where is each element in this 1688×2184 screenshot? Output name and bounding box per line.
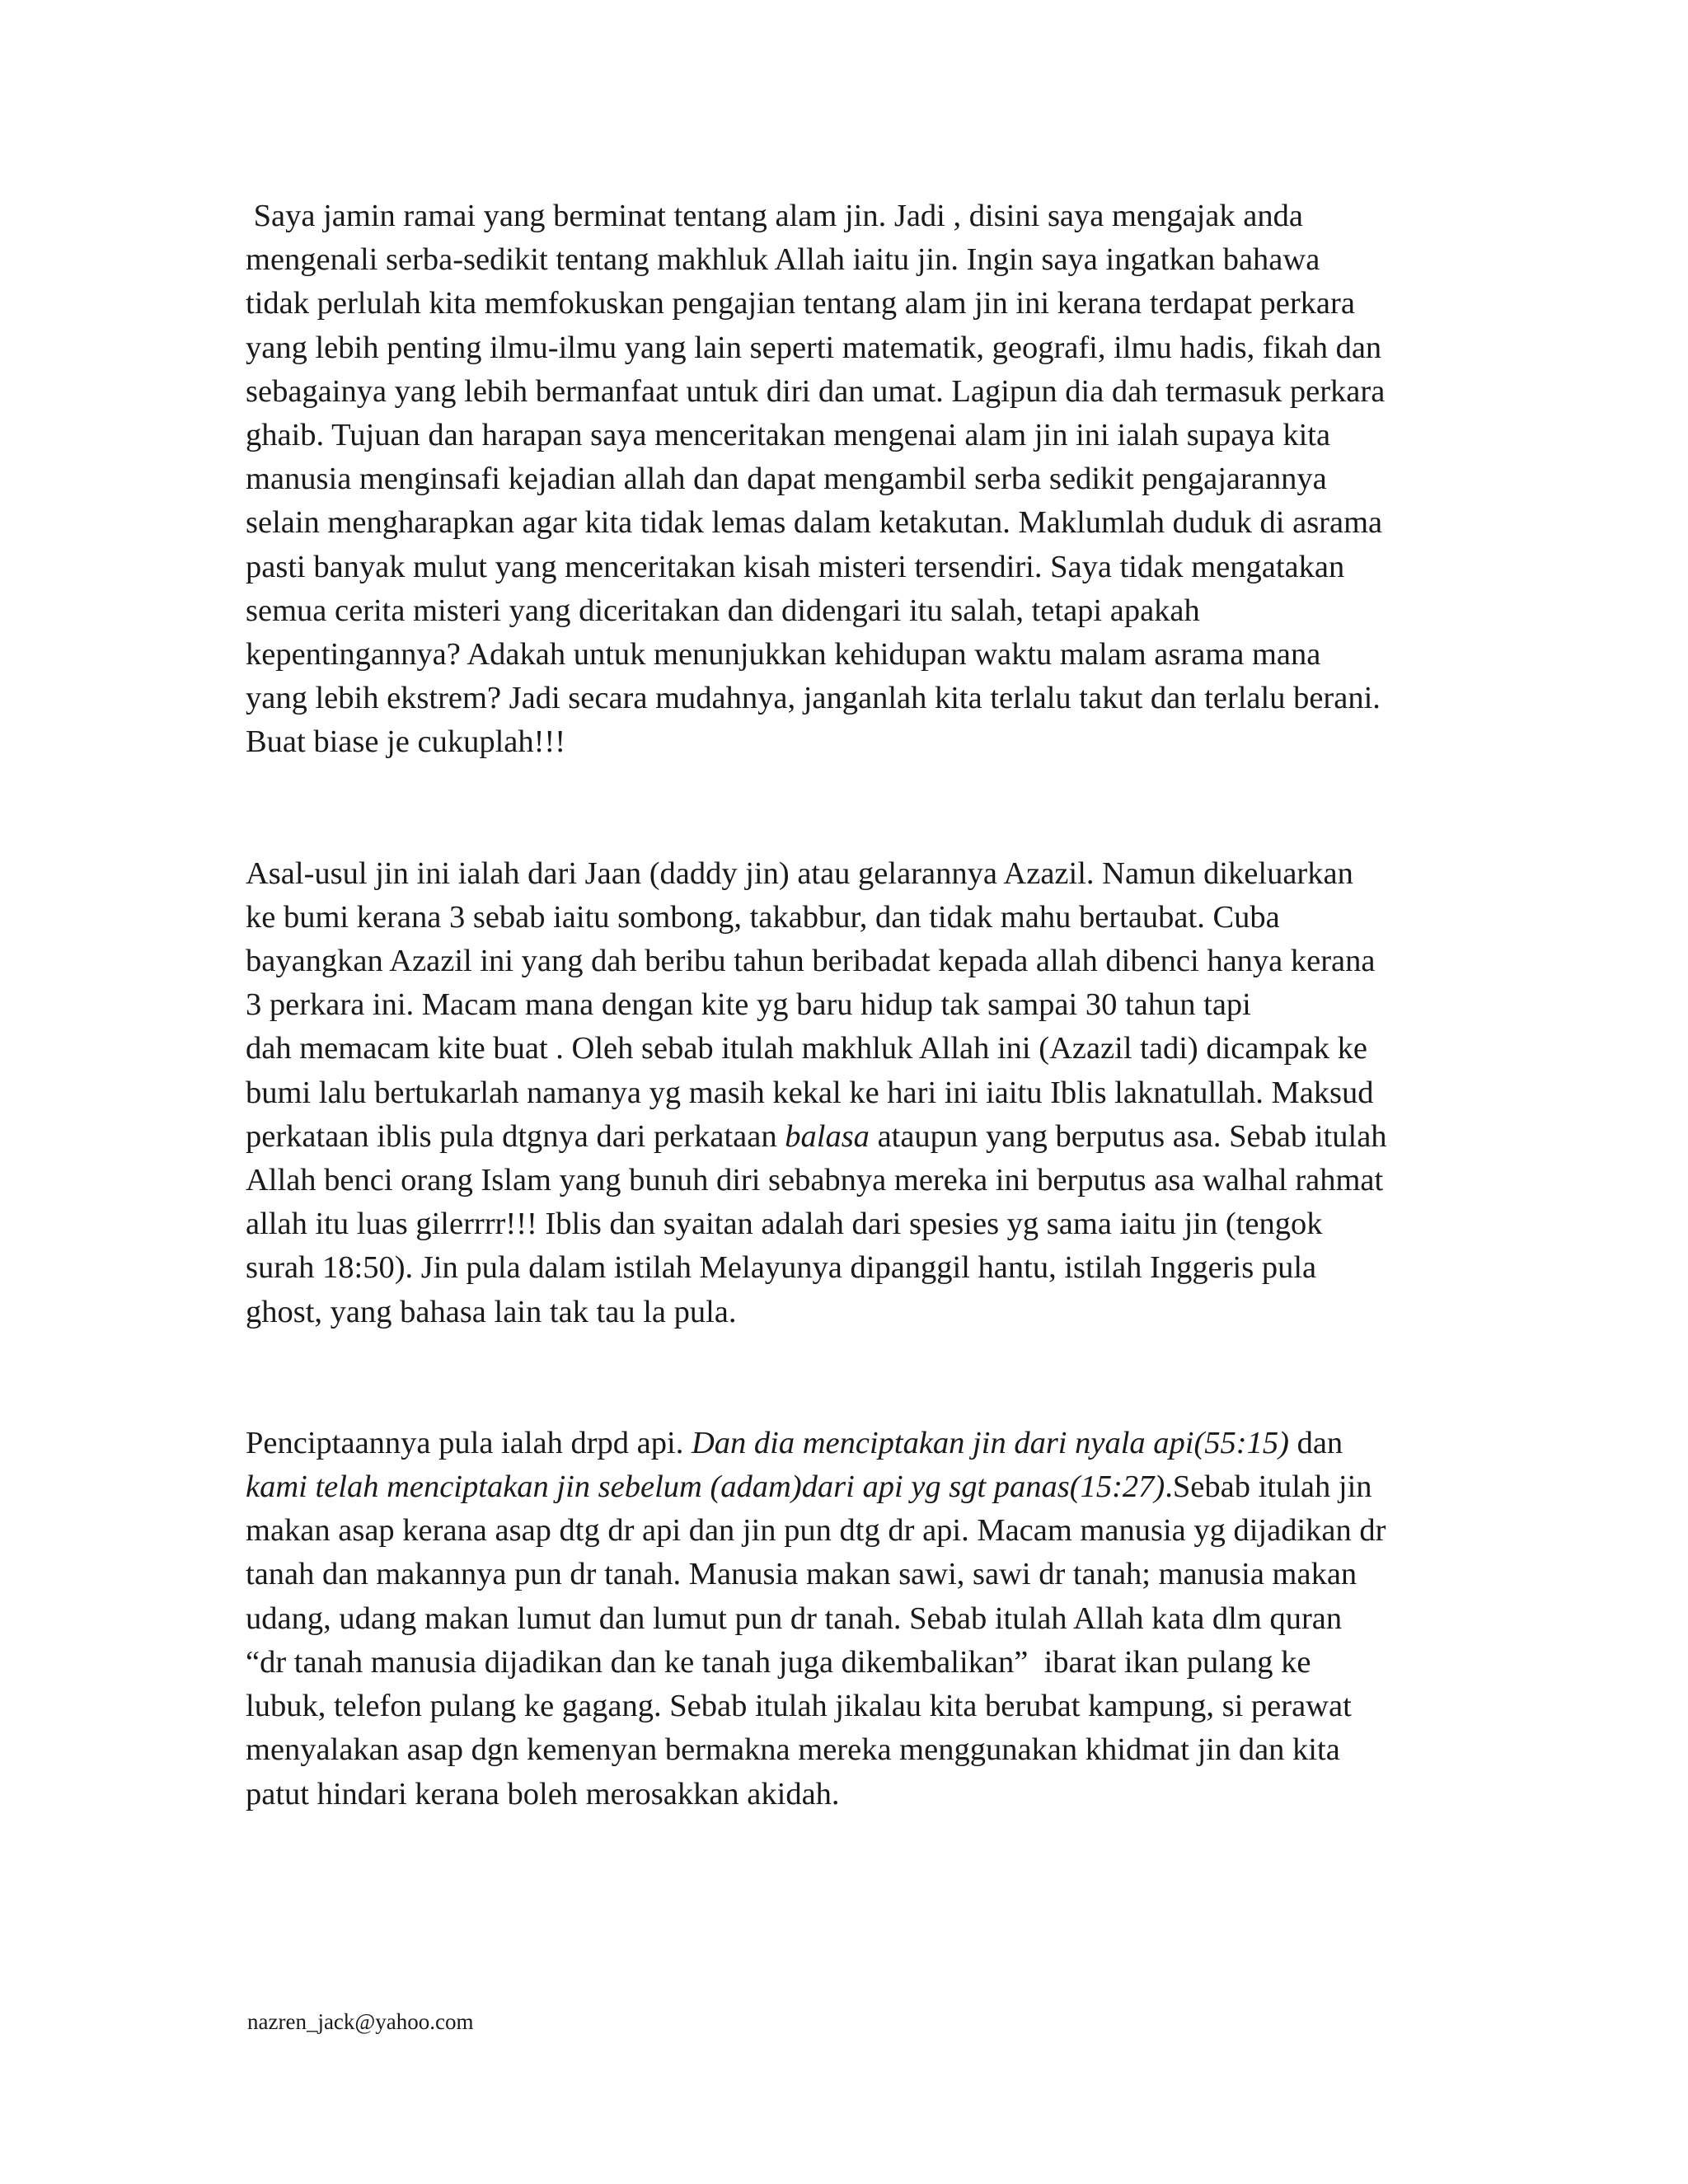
italic-text-segment: Dan dia menciptakan jin dari nyala api(55:15)	[691, 1425, 1289, 1460]
text-line	[246, 896, 1457, 940]
text-line	[246, 238, 1457, 282]
text-segment: “dr tanah manusia dijadikan dan ke tanah juga dikembalikan” ibarat ikan pulang ke	[246, 1644, 1311, 1680]
text-segment: 3 perkara ini. Macam mana dengan kite yg baru hidup tak sampai 30 tahun tapi	[246, 987, 1251, 1023]
text-line	[246, 720, 1457, 764]
footer-email: nazren_jack@yahoo.com	[247, 2009, 474, 2034]
text-line	[246, 1641, 1457, 1685]
paragraph	[246, 852, 1457, 1334]
text-line	[246, 1159, 1457, 1202]
text-segment: allah itu luas gilerrrr!!! Iblis dan syaitan adalah dari spesies yg sama iaitu jin (tengok	[246, 1207, 1323, 1242]
text-line	[246, 1115, 1457, 1159]
text-segment: bumi lalu bertukarlah namanya yg masih kekal ke hari ini iaitu Iblis laknatullah. Maksud	[246, 1075, 1374, 1110]
document-body	[246, 194, 1457, 1816]
text-line	[246, 1291, 1457, 1334]
text-segment: kepentingannya? Adakah untuk menunjukkan kehidupan waktu malam asrama mana	[246, 637, 1321, 673]
text-segment: sebagainya yang lebih bermanfaat untuk diri dan umat. Lagipun dia dah termasuk perkara	[246, 373, 1386, 409]
text-segment: semua cerita misteri yang diceritakan dan didengari itu salah, tetapi apakah	[246, 593, 1200, 628]
text-line	[246, 546, 1457, 589]
text-line	[246, 677, 1457, 720]
text-segment: Allah benci orang Islam yang bunuh diri sebabnya mereka ini berputus asa walhal rahmat	[246, 1163, 1384, 1198]
text-segment: makan asap kerana asap dtg dr api dan jin pun dtg dr api. Macam manusia yg dijadikan dr	[246, 1513, 1386, 1549]
paragraph-gap	[246, 1334, 1457, 1422]
text-line	[246, 940, 1457, 983]
text-line	[246, 1027, 1457, 1071]
text-line	[246, 589, 1457, 633]
text-segment: perkataan iblis pula dtgnya dari perkataan	[246, 1118, 785, 1154]
text-segment: Saya jamin ramai yang berminat tentang alam jin. Jadi , disini saya mengajak anda	[246, 199, 1303, 233]
text-line	[246, 326, 1457, 370]
text-line	[246, 1071, 1457, 1115]
text-segment: Penciptaannya pula ialah drpd api.	[246, 1425, 692, 1460]
text-segment: patut hindari kerana boleh merosakkan akidah.	[246, 1776, 840, 1811]
text-line	[246, 194, 1457, 238]
text-line	[246, 1465, 1457, 1509]
text-segment: mengenali serba-sedikit tentang makhluk Allah iaitu jin. Ingin saya ingatkan bahawa	[246, 242, 1320, 278]
text-line	[246, 370, 1457, 414]
text-segment: ghaib. Tujuan dan harapan saya menceritakan mengenai alam jin ini ialah supaya kita	[246, 418, 1331, 453]
text-segment: yang lebih ekstrem? Jadi secara mudahnya, janganlah kita terlalu takut dan terlalu berani.	[246, 681, 1381, 716]
italic-text-segment: balasa	[785, 1118, 870, 1154]
text-segment: yang lebih penting ilmu-ilmu yang lain seperti matematik, geografi, ilmu hadis, fikah dan	[246, 330, 1382, 365]
text-segment: .Sebab itulah jin	[1165, 1469, 1372, 1505]
text-line	[246, 282, 1457, 326]
text-segment: ke bumi kerana 3 sebab iaitu sombong, takabbur, dan tidak mahu bertaubat. Cuba	[246, 899, 1280, 935]
text-line	[246, 1246, 1457, 1290]
text-segment: manusia menginsafi kejadian allah dan dapat mengambil serba sedikit pengajarannya	[246, 462, 1327, 497]
text-segment: selain mengharapkan agar kita tidak lemas dalam ketakutan. Maklumlah duduk di asrama	[246, 505, 1383, 541]
text-segment: udang, udang makan lumut dan lumut pun dr tanah. Sebab itulah Allah kata dlm quran	[246, 1601, 1343, 1636]
text-segment: menyalakan asap dgn kemenyan bermakna mereka menggunakan khidmat jin dan kita	[246, 1732, 1340, 1768]
text-line	[246, 852, 1457, 896]
text-segment: Asal-usul jin ini ialah dari Jaan (daddy jin) atau gelarannya Azazil. Namun dikeluarkan	[246, 855, 1353, 891]
text-segment: lubuk, telefon pulang ke gagang. Sebab itulah jikalau kita berubat kampung, si perawat	[246, 1689, 1352, 1724]
text-segment: ataupun yang berputus asa. Sebab itulah	[869, 1118, 1387, 1154]
italic-text-segment: kami telah menciptakan jin sebelum (adam)dari api yg sgt panas(15:27)	[246, 1469, 1165, 1505]
text-segment: bayangkan Azazil ini yang dah beribu tahun beribadat kepada allah dibenci hanya kerana	[246, 944, 1376, 979]
text-segment: Buat biase je cukuplah!!!	[246, 724, 566, 760]
text-segment: dah memacam kite buat . Oleh sebab itulah makhluk Allah ini (Azazil tadi) dicampak ke	[246, 1031, 1367, 1066]
text-line	[246, 457, 1457, 501]
paragraph-gap	[246, 765, 1457, 852]
text-line	[246, 501, 1457, 545]
text-segment: dan	[1288, 1425, 1343, 1460]
text-line	[246, 1509, 1457, 1553]
text-line	[246, 1728, 1457, 1772]
text-line	[246, 1773, 1457, 1816]
text-line	[246, 1202, 1457, 1246]
text-segment: surah 18:50). Jin pula dalam istilah Melayunya dipanggil hantu, istilah Inggeris pula	[246, 1250, 1317, 1286]
text-line	[246, 983, 1457, 1027]
paragraph	[246, 194, 1457, 765]
text-line	[246, 1597, 1457, 1641]
text-line	[246, 1685, 1457, 1728]
text-segment: tanah dan makannya pun dr tanah. Manusia makan sawi, sawi dr tanah; manusia makan	[246, 1557, 1357, 1592]
text-segment: ghost, yang bahasa lain tak tau la pula.	[246, 1294, 737, 1329]
text-line	[246, 1553, 1457, 1596]
paragraph	[246, 1422, 1457, 1816]
text-line	[246, 633, 1457, 677]
text-line	[246, 414, 1457, 457]
text-segment: tidak perlulah kita memfokuskan pengajian tentang alam jin ini kerana terdapat perkara	[246, 286, 1355, 321]
text-segment: pasti banyak mulut yang menceritakan kisah misteri tersendiri. Saya tidak mengatakan	[246, 549, 1345, 584]
text-line	[246, 1422, 1457, 1465]
